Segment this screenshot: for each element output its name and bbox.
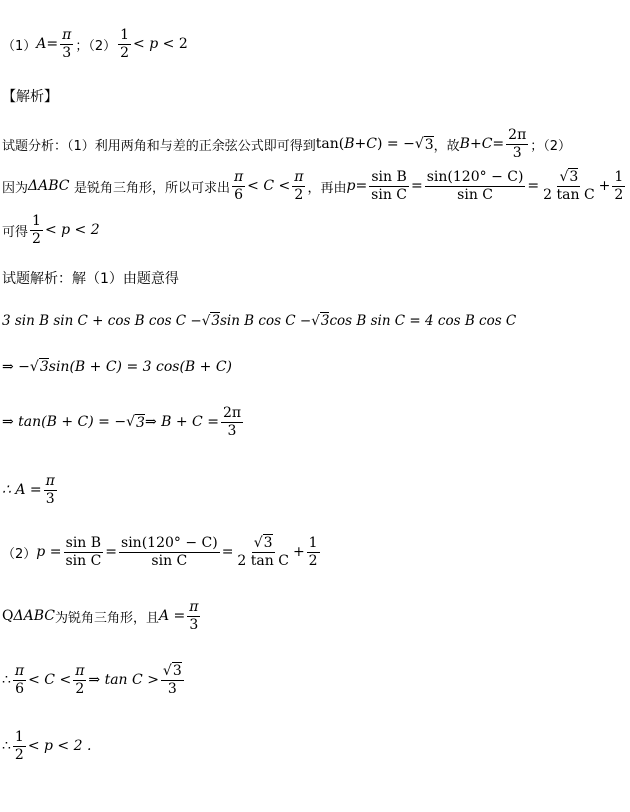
- fraction-2pi-3: [221, 406, 243, 438]
- analysis-heading: 【解析】: [2, 89, 58, 105]
- eq-part: 3 sin B sin C + cos B cos C −: [2, 312, 202, 329]
- denominator: sin C: [65, 552, 102, 569]
- var-B: B: [459, 136, 470, 153]
- text: 试题分析：（1）利用两角和与差的正余弦公式即可得到: [2, 138, 316, 154]
- text: 可得: [2, 224, 29, 240]
- equals: =: [221, 544, 234, 561]
- sqrt-3: 3: [39, 359, 49, 375]
- eq-part: sin(B + C) = 3 cos(B + C): [48, 358, 232, 375]
- equals: =: [355, 178, 368, 195]
- text: 是锐角三角形，所以可求出: [73, 180, 230, 196]
- text: 为锐角三角形，且: [54, 610, 159, 626]
- equation-8: [2, 730, 91, 762]
- text: ；（2）: [530, 138, 572, 154]
- solution-heading: 试题解析：解（1）由题意得: [2, 271, 179, 287]
- sqrt-3: 3: [569, 169, 579, 185]
- close-paren: ) = −: [376, 136, 415, 153]
- var-B: B: [344, 136, 355, 153]
- var-C: C: [366, 136, 377, 153]
- numerator: 1: [14, 729, 24, 745]
- denominator: 2: [614, 186, 624, 203]
- denominator: 2: [14, 746, 24, 763]
- fraction-sqrt3-3: $\frac{√3}{3}$: [162, 663, 182, 697]
- denominator: 2: [120, 44, 130, 61]
- fraction-sinB-sinC: [369, 170, 409, 202]
- answer-line: [2, 28, 188, 60]
- sqrt-3: 3: [211, 313, 220, 329]
- numerator: π: [45, 473, 55, 489]
- denominator: 6: [15, 680, 24, 697]
- equation-2: ⇒ − √ 3 sin(B + C) = 3 cos(B + C): [2, 358, 232, 375]
- less-than-2: < 2: [162, 36, 188, 53]
- denominator: sin C: [457, 186, 493, 203]
- equals: =: [492, 136, 505, 153]
- therefore: ∴: [2, 738, 11, 755]
- numerator: sin B: [371, 169, 407, 185]
- sqrt-3: 3: [424, 136, 434, 153]
- denominator: 2: [294, 186, 304, 203]
- fraction-pi-3: [187, 600, 200, 632]
- fraction-1-2: [13, 730, 26, 762]
- fraction-sinB-sinC: [63, 536, 103, 568]
- denominator: 6: [234, 186, 244, 203]
- because-symbol: Q: [2, 608, 14, 625]
- inequality: < p < 2: [44, 222, 100, 239]
- denominator: 2: [32, 230, 41, 247]
- inequality: < C <: [247, 178, 291, 195]
- less-than: <: [133, 36, 145, 53]
- equals: =: [105, 544, 118, 561]
- denominator: 3: [45, 490, 55, 507]
- denominator: sin C: [151, 552, 188, 569]
- denominator: 2: [308, 552, 318, 569]
- part2-label: （2）: [2, 546, 37, 562]
- numerator: π: [189, 599, 199, 615]
- fraction-sin120: [425, 170, 526, 202]
- text: ，故: [433, 138, 460, 154]
- denominator: 3: [167, 680, 177, 697]
- numerator: 2π: [222, 405, 242, 421]
- inequality: < p < 2 .: [27, 738, 92, 755]
- implies: ⇒ −: [2, 358, 30, 375]
- sqrt-3: 3: [172, 663, 182, 679]
- numerator: π: [14, 663, 25, 679]
- equation-7: [2, 664, 186, 696]
- plus: +: [292, 544, 305, 561]
- numerator: 1: [614, 169, 624, 185]
- inequality: < C <: [28, 672, 72, 689]
- equation-4: [2, 474, 59, 506]
- numerator: 1: [120, 27, 130, 43]
- denominator: 3: [512, 144, 522, 161]
- denominator: 2 tan C: [237, 552, 289, 569]
- eq-part: p =: [36, 544, 62, 561]
- fraction-sqrt3-2tanC: $\frac{√3}{\text{2 tan C}}$: [237, 535, 289, 569]
- fraction-pi-3: [60, 28, 73, 60]
- sqrt-3: 3: [136, 414, 145, 431]
- equals: =: [411, 178, 423, 195]
- denominator: 3: [62, 44, 72, 61]
- denominator: 3: [227, 422, 237, 439]
- numerator: π: [62, 27, 72, 43]
- triangle-abc: ΔABC: [28, 178, 70, 195]
- var-p: p: [346, 178, 356, 195]
- eq-part: cos B sin C = 4 cos B cos C: [329, 312, 517, 329]
- equals: =: [527, 178, 540, 195]
- sqrt-3: 3: [263, 535, 273, 551]
- fraction-2pi-3: [506, 128, 528, 160]
- fraction-sin120: [119, 536, 220, 568]
- eq-part: ∴ A =: [2, 482, 42, 499]
- fraction-1-2: [118, 28, 131, 60]
- part1-label: （1）: [2, 38, 37, 54]
- plus: +: [354, 136, 367, 153]
- var-A: A: [36, 36, 47, 53]
- fraction-1-2: [612, 170, 625, 202]
- fraction-pi-2: [73, 664, 86, 696]
- numerator: 2π: [508, 127, 527, 143]
- analysis-line-2: [2, 170, 627, 202]
- fraction-pi-6: [232, 170, 245, 202]
- fraction-sqrt3-2tanC: $\frac{√3}{\text{2 tan C}}$: [543, 169, 595, 203]
- eq-part: A =: [158, 608, 186, 625]
- eq-part: sin B cos C −: [219, 312, 312, 329]
- eq-part: ⇒ tan C >: [88, 672, 159, 689]
- equation-6: [2, 600, 202, 632]
- numerator: π: [233, 169, 244, 185]
- numerator: 1: [308, 535, 318, 551]
- denominator: 2 tan C: [543, 186, 595, 203]
- numerator: sin(120° − C): [121, 535, 218, 551]
- var-C: C: [481, 136, 493, 153]
- equation-3: ⇒ tan(B + C) = − √ 3 ⇒ B + C = $\frac{2\pi}{3}$: [2, 405, 242, 439]
- text: 因为: [2, 180, 29, 196]
- part2-label: ；（2）: [75, 38, 117, 54]
- denominator: 3: [189, 616, 199, 633]
- sqrt-3: 3: [320, 313, 330, 329]
- analysis-line-1: 试题分析：（1）利用两角和与差的正余弦公式即可得到 tan( B + C ) = − √ 3 ，故 B + C = $\frac{2\pi}{3}$ ；（2）: [2, 127, 572, 161]
- fraction-pi-3: [44, 474, 57, 506]
- numerator: π: [75, 663, 85, 679]
- tan: tan(: [315, 136, 345, 153]
- numerator: π: [294, 169, 304, 185]
- denominator: sin C: [371, 186, 408, 203]
- plus: +: [469, 136, 482, 153]
- equals: =: [46, 36, 59, 53]
- var-p: p: [149, 36, 159, 53]
- equation-1: 3 sin B sin C + cos B cos C − √ 3 sin B cos C − √ 3 cos B sin C = 4 cos B cos C: [2, 312, 517, 329]
- equation-5: [2, 536, 322, 568]
- numerator: sin(120° − C): [426, 169, 524, 185]
- therefore: ∴: [2, 672, 11, 689]
- denominator: 2: [75, 680, 85, 697]
- plus: +: [598, 178, 611, 195]
- fraction-1-2: [307, 536, 320, 568]
- fraction-1-2: [30, 214, 43, 246]
- eq-part: ⇒ B + C =: [144, 414, 219, 431]
- numerator: sin B: [65, 535, 102, 551]
- text: ，再由: [307, 180, 347, 196]
- triangle-abc: ΔABC: [13, 608, 55, 625]
- numerator: 1: [32, 213, 41, 229]
- fraction-pi-6: [13, 664, 26, 696]
- eq-part: ⇒ tan(B + C) = −: [2, 414, 127, 431]
- fraction-pi-2: [292, 170, 305, 202]
- analysis-line-3: [2, 214, 100, 246]
